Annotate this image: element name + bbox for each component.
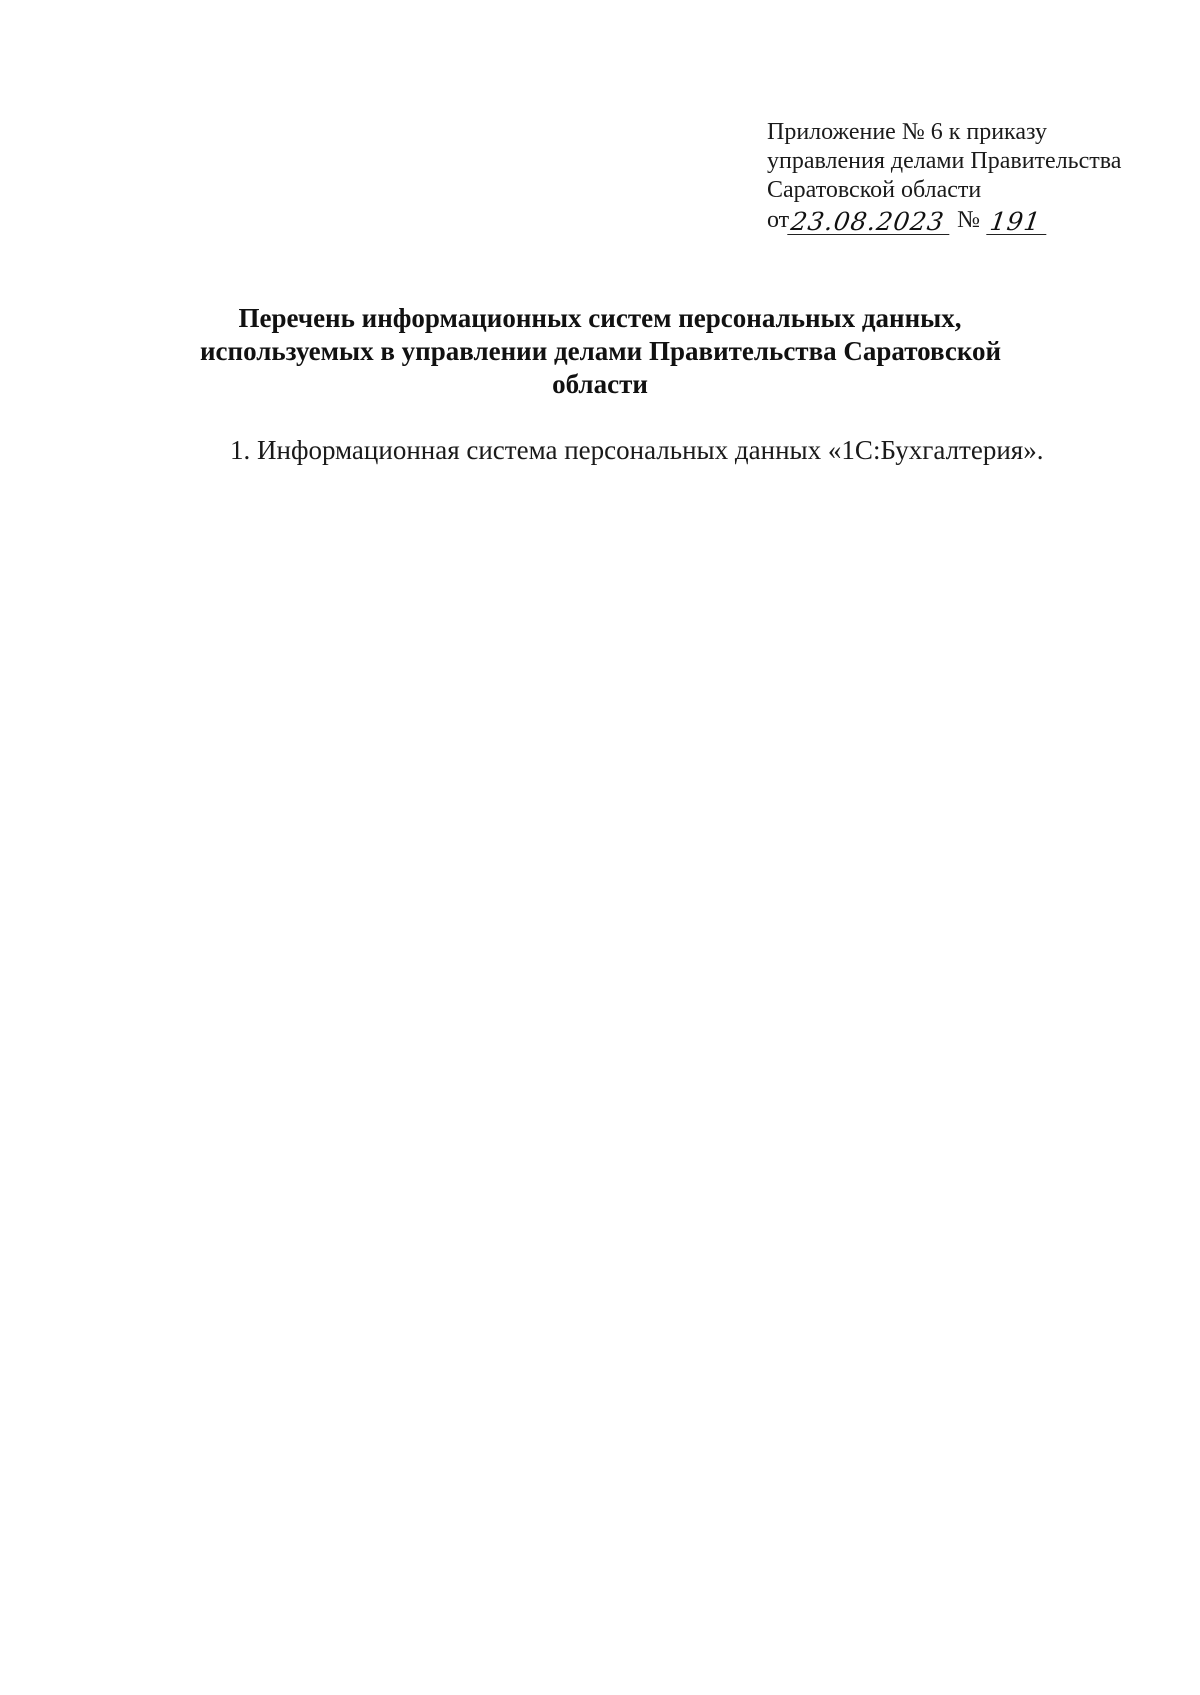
handwritten-date: 23.08.2023 (787, 210, 953, 235)
appendix-line-2: управления делами Правительства (767, 148, 1122, 174)
title-line-2: используемых в управлении делами Правительства Саратовской (200, 336, 1002, 366)
document-title (200, 302, 1000, 401)
appendix-header (767, 118, 1167, 235)
list-item: 1. Информационная система персональных данных «1С:Бухгалтерия». (230, 435, 1044, 465)
appendix-date-line (767, 205, 1167, 235)
title-line-3: области (552, 369, 648, 399)
appendix-line-3: Саратовской области (767, 177, 982, 203)
appendix-line-1: Приложение № 6 к приказу (767, 119, 1047, 145)
title-line-1: Перечень информационных систем персональных данных, (238, 303, 962, 333)
date-prefix: от (767, 207, 790, 233)
handwritten-number: 191 (986, 210, 1050, 235)
number-sign: № (957, 207, 981, 233)
